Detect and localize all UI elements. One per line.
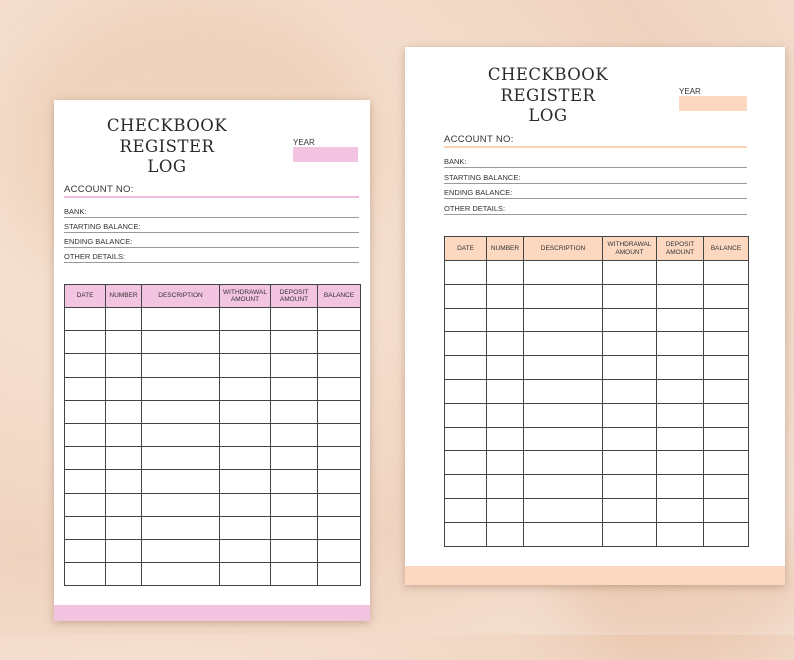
table-cell[interactable] xyxy=(704,308,749,332)
column-header-number: NUMBER xyxy=(106,285,142,308)
table-cell[interactable] xyxy=(142,377,220,400)
table-cell[interactable] xyxy=(603,308,657,332)
column-header-balance: BALANCE xyxy=(704,237,749,261)
account-no-label: ACCOUNT NO: xyxy=(64,184,134,195)
table-cell[interactable] xyxy=(106,563,142,586)
table-cell[interactable] xyxy=(318,308,361,331)
page-title xyxy=(443,65,653,127)
table-cell[interactable] xyxy=(603,451,657,475)
bank-field[interactable]: BANK: xyxy=(64,207,359,218)
table-cell[interactable] xyxy=(106,423,142,446)
table-cell[interactable] xyxy=(657,403,704,427)
title-line-2: LOG xyxy=(147,157,187,177)
table-cell[interactable] xyxy=(445,451,487,475)
table-cell[interactable] xyxy=(524,451,603,475)
table-cell[interactable] xyxy=(106,400,142,423)
table-cell[interactable] xyxy=(106,516,142,539)
table-row xyxy=(445,403,749,427)
table-cell[interactable] xyxy=(524,284,603,308)
table-cell[interactable] xyxy=(657,379,704,403)
table-cell[interactable] xyxy=(271,563,318,586)
table-cell[interactable] xyxy=(318,447,361,470)
table-cell[interactable] xyxy=(445,522,487,546)
table-cell[interactable] xyxy=(65,331,106,354)
table-cell[interactable] xyxy=(603,379,657,403)
ending-balance-field[interactable]: ENDING BALANCE: xyxy=(444,188,747,199)
table-cell[interactable] xyxy=(220,493,271,516)
table-cell[interactable] xyxy=(271,308,318,331)
table-cell[interactable] xyxy=(704,284,749,308)
year-field[interactable] xyxy=(293,147,358,162)
starting-balance-field[interactable]: STARTING BALANCE: xyxy=(444,173,747,184)
table-cell[interactable] xyxy=(445,498,487,522)
table-cell[interactable] xyxy=(65,447,106,470)
register-sheet-peach xyxy=(405,47,785,585)
table-row xyxy=(65,308,361,331)
table-row xyxy=(445,427,749,451)
table-cell[interactable] xyxy=(220,423,271,446)
account-no-line[interactable] xyxy=(444,146,747,148)
table-cell[interactable] xyxy=(106,447,142,470)
table-cell[interactable] xyxy=(445,475,487,499)
table-row xyxy=(445,356,749,380)
table-row xyxy=(65,516,361,539)
table-cell[interactable] xyxy=(318,331,361,354)
column-header-deposit: DEPOSIT AMOUNT xyxy=(657,237,704,261)
table-row xyxy=(65,377,361,400)
table-cell[interactable] xyxy=(657,284,704,308)
table-cell[interactable] xyxy=(220,308,271,331)
register-table xyxy=(64,284,361,586)
table-cell[interactable] xyxy=(603,403,657,427)
table-cell[interactable] xyxy=(524,261,603,285)
bank-field[interactable]: BANK: xyxy=(444,157,747,168)
table-cell[interactable] xyxy=(142,539,220,562)
table-cell[interactable] xyxy=(142,563,220,586)
account-no-label: ACCOUNT NO: xyxy=(444,134,514,145)
table-cell[interactable] xyxy=(524,522,603,546)
table-cell[interactable] xyxy=(445,261,487,285)
table-cell[interactable] xyxy=(487,451,524,475)
table-cell[interactable] xyxy=(318,493,361,516)
table-row xyxy=(65,400,361,423)
table-cell[interactable] xyxy=(603,284,657,308)
table-cell[interactable] xyxy=(142,308,220,331)
table-row xyxy=(445,379,749,403)
table-row xyxy=(65,354,361,377)
table-cell[interactable] xyxy=(657,356,704,380)
table-cell[interactable] xyxy=(524,332,603,356)
table-cell[interactable] xyxy=(524,308,603,332)
table-cell[interactable] xyxy=(657,498,704,522)
table-cell[interactable] xyxy=(487,284,524,308)
table-cell[interactable] xyxy=(445,403,487,427)
column-header-withdrawal: WITHDRAWAL AMOUNT xyxy=(603,237,657,261)
table-cell[interactable] xyxy=(657,308,704,332)
table-cell[interactable] xyxy=(271,516,318,539)
title-line-1: CHECKBOOK REGISTER xyxy=(106,116,228,156)
table-cell[interactable] xyxy=(487,403,524,427)
table-cell[interactable] xyxy=(657,451,704,475)
table-cell[interactable] xyxy=(445,308,487,332)
table-cell[interactable] xyxy=(65,539,106,562)
table-cell[interactable] xyxy=(603,332,657,356)
table-cell[interactable] xyxy=(704,451,749,475)
table-cell[interactable] xyxy=(318,423,361,446)
ending-balance-field[interactable]: ENDING BALANCE: xyxy=(64,237,359,248)
table-cell[interactable] xyxy=(65,377,106,400)
register-table-body xyxy=(445,261,749,547)
table-cell[interactable] xyxy=(220,377,271,400)
table-row xyxy=(445,332,749,356)
table-cell[interactable] xyxy=(106,377,142,400)
table-cell[interactable] xyxy=(220,400,271,423)
table-cell[interactable] xyxy=(487,261,524,285)
table-cell[interactable] xyxy=(65,308,106,331)
table-cell[interactable] xyxy=(142,516,220,539)
table-cell[interactable] xyxy=(65,423,106,446)
table-cell[interactable] xyxy=(271,377,318,400)
table-cell[interactable] xyxy=(487,475,524,499)
table-cell[interactable] xyxy=(524,379,603,403)
table-row xyxy=(65,563,361,586)
table-cell[interactable] xyxy=(142,354,220,377)
table-cell[interactable] xyxy=(524,498,603,522)
table-cell[interactable] xyxy=(524,427,603,451)
table-cell[interactable] xyxy=(271,331,318,354)
table-cell[interactable] xyxy=(220,470,271,493)
table-cell[interactable] xyxy=(106,331,142,354)
table-cell[interactable] xyxy=(106,354,142,377)
table-row xyxy=(445,308,749,332)
table-cell[interactable] xyxy=(318,354,361,377)
table-cell[interactable] xyxy=(603,427,657,451)
register-sheet-pink xyxy=(54,100,370,621)
table-cell[interactable] xyxy=(142,447,220,470)
table-cell[interactable] xyxy=(142,331,220,354)
table-cell[interactable] xyxy=(487,308,524,332)
table-cell[interactable] xyxy=(445,332,487,356)
register-table-body xyxy=(65,308,361,586)
column-header-date: DATE xyxy=(65,285,106,308)
table-cell[interactable] xyxy=(318,563,361,586)
table-cell[interactable] xyxy=(487,427,524,451)
table-cell[interactable] xyxy=(65,354,106,377)
table-cell[interactable] xyxy=(318,377,361,400)
title-line-2: LOG xyxy=(528,106,568,126)
table-cell[interactable] xyxy=(524,475,603,499)
table-cell[interactable] xyxy=(271,400,318,423)
table-cell[interactable] xyxy=(318,516,361,539)
column-header-withdrawal: WITHDRAWAL AMOUNT xyxy=(220,285,271,308)
column-header-description: DESCRIPTION xyxy=(524,237,603,261)
year-field[interactable] xyxy=(679,96,747,111)
table-cell[interactable] xyxy=(445,427,487,451)
table-cell[interactable] xyxy=(142,423,220,446)
table-row xyxy=(445,522,749,546)
table-cell[interactable] xyxy=(704,475,749,499)
table-cell[interactable] xyxy=(487,522,524,546)
table-row xyxy=(65,447,361,470)
other-details-field[interactable]: OTHER DETAILS: xyxy=(64,252,359,263)
table-cell[interactable] xyxy=(487,332,524,356)
table-cell[interactable] xyxy=(603,522,657,546)
table-row xyxy=(65,493,361,516)
table-cell[interactable] xyxy=(657,427,704,451)
other-details-field[interactable]: OTHER DETAILS: xyxy=(444,204,747,215)
table-cell[interactable] xyxy=(318,470,361,493)
table-cell[interactable] xyxy=(704,379,749,403)
table-cell[interactable] xyxy=(603,498,657,522)
table-row xyxy=(445,284,749,308)
table-cell[interactable] xyxy=(65,470,106,493)
table-cell[interactable] xyxy=(704,498,749,522)
starting-balance-field[interactable]: STARTING BALANCE: xyxy=(64,222,359,233)
column-header-deposit: DEPOSIT AMOUNT xyxy=(271,285,318,308)
table-cell[interactable] xyxy=(106,493,142,516)
table-row xyxy=(445,498,749,522)
column-header-description: DESCRIPTION xyxy=(142,285,220,308)
table-cell[interactable] xyxy=(603,475,657,499)
table-cell[interactable] xyxy=(318,539,361,562)
table-cell[interactable] xyxy=(657,261,704,285)
table-cell[interactable] xyxy=(704,356,749,380)
table-cell[interactable] xyxy=(524,356,603,380)
table-cell[interactable] xyxy=(220,539,271,562)
table-cell[interactable] xyxy=(657,522,704,546)
table-cell[interactable] xyxy=(106,308,142,331)
table-cell[interactable] xyxy=(445,379,487,403)
table-cell[interactable] xyxy=(487,498,524,522)
footer-band xyxy=(54,605,370,621)
table-cell[interactable] xyxy=(142,400,220,423)
table-row xyxy=(445,261,749,285)
table-cell[interactable] xyxy=(445,356,487,380)
table-cell[interactable] xyxy=(220,331,271,354)
table-cell[interactable] xyxy=(271,354,318,377)
table-cell[interactable] xyxy=(657,332,704,356)
table-row xyxy=(65,423,361,446)
table-header-row xyxy=(65,285,361,308)
table-cell[interactable] xyxy=(704,332,749,356)
table-row xyxy=(65,470,361,493)
table-cell[interactable] xyxy=(603,356,657,380)
table-cell[interactable] xyxy=(65,400,106,423)
table-cell[interactable] xyxy=(106,539,142,562)
table-header-row xyxy=(445,237,749,261)
footer-band xyxy=(405,566,785,585)
year-label: YEAR xyxy=(679,87,701,96)
table-cell[interactable] xyxy=(220,354,271,377)
table-cell[interactable] xyxy=(142,470,220,493)
table-cell[interactable] xyxy=(445,284,487,308)
account-no-line[interactable] xyxy=(64,196,359,198)
table-cell[interactable] xyxy=(271,423,318,446)
column-header-date: DATE xyxy=(445,237,487,261)
table-row xyxy=(445,475,749,499)
column-header-balance: BALANCE xyxy=(318,285,361,308)
table-cell[interactable] xyxy=(487,356,524,380)
table-cell[interactable] xyxy=(524,403,603,427)
table-cell[interactable] xyxy=(318,400,361,423)
table-cell[interactable] xyxy=(271,493,318,516)
table-cell[interactable] xyxy=(220,563,271,586)
table-cell[interactable] xyxy=(704,522,749,546)
year-label: YEAR xyxy=(293,138,315,147)
table-row xyxy=(445,451,749,475)
table-cell[interactable] xyxy=(220,447,271,470)
table-row xyxy=(65,539,361,562)
title-line-1: CHECKBOOK REGISTER xyxy=(487,65,609,105)
table-row xyxy=(65,331,361,354)
table-cell[interactable] xyxy=(142,493,220,516)
table-cell[interactable] xyxy=(704,261,749,285)
table-cell[interactable] xyxy=(704,427,749,451)
register-table xyxy=(444,236,749,547)
page-title xyxy=(62,116,272,178)
column-header-number: NUMBER xyxy=(487,237,524,261)
table-cell[interactable] xyxy=(271,447,318,470)
table-cell[interactable] xyxy=(271,470,318,493)
table-cell[interactable] xyxy=(65,516,106,539)
table-cell[interactable] xyxy=(65,563,106,586)
table-cell[interactable] xyxy=(487,379,524,403)
table-cell[interactable] xyxy=(704,403,749,427)
table-cell[interactable] xyxy=(106,470,142,493)
table-cell[interactable] xyxy=(603,261,657,285)
table-cell[interactable] xyxy=(220,516,271,539)
table-cell[interactable] xyxy=(65,493,106,516)
table-cell[interactable] xyxy=(657,475,704,499)
table-cell[interactable] xyxy=(271,539,318,562)
